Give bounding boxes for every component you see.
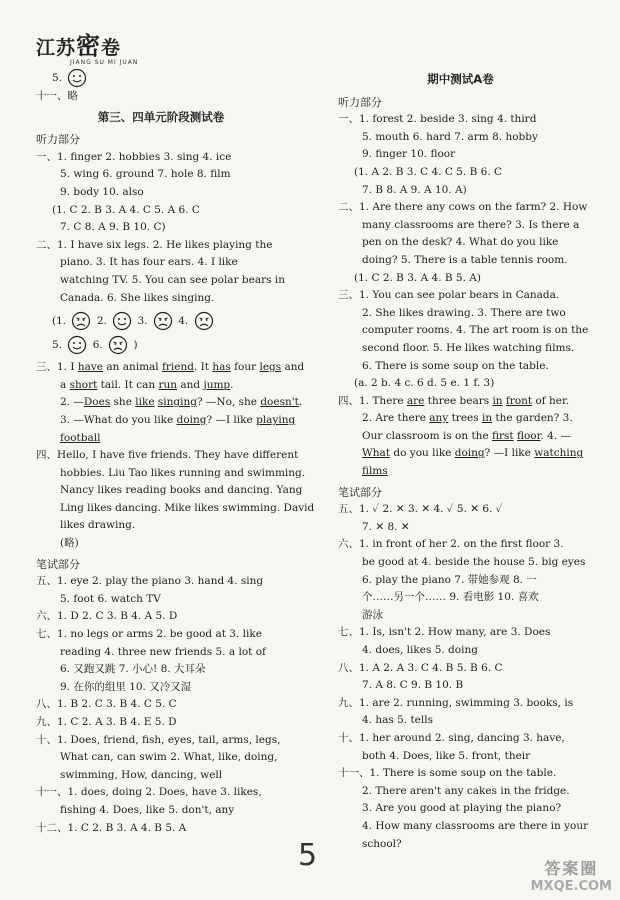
- written-heading: 笔试部分: [36, 557, 80, 571]
- answer-line: 一、1. finger 2. hobbies 3. sing 4. ice: [36, 150, 232, 163]
- answer-line: fishing 4. Does, like 5. don't, any: [60, 803, 235, 816]
- answer-line: pen on the desk? 4. What do you like: [362, 236, 559, 249]
- answer-line: 七、1. no legs or arms 2. be good at 3. like: [36, 628, 262, 641]
- listening-heading: 听力部分: [338, 95, 382, 109]
- answer-line: 2. —Does she like singing? —No, she doesn't.: [60, 396, 303, 409]
- answer-line: 9. 在你的组里 10. 又冷又湿: [60, 680, 192, 693]
- answer-line: many classrooms are there? 3. Is there a: [362, 218, 580, 231]
- happy-face-icon: [67, 335, 87, 355]
- answer-line: (1. A 2. B 3. C 4. C 5. B 6. C: [354, 165, 503, 178]
- answer-line: (略): [60, 537, 79, 550]
- left-column: [36, 68, 315, 837]
- section-title-midterm-a: 期中测试A卷: [427, 72, 494, 86]
- answer-line: 十二、1. C 2. B 3. A 4. B 5. A: [36, 821, 187, 834]
- answer-line: 5. mouth 6. hard 7. arm 8. hobby: [362, 130, 538, 143]
- answer-line: (a. 2 b. 4 c. 6 d. 5 e. 1 f. 3): [354, 377, 495, 390]
- answer-line: 9. body 10. also: [60, 185, 144, 198]
- sad-face-icon: [153, 311, 173, 331]
- answer-line: 九、1. are 2. running, swimming 3. books, is: [338, 696, 574, 709]
- happy-face-icon: [112, 311, 132, 331]
- answer-line: school?: [362, 837, 402, 850]
- sad-face-icon: [194, 311, 214, 331]
- answer-line: 二、1. I have six legs. 2. He likes playing the: [36, 238, 273, 251]
- answer-line: 五、1. ✓ 2. ✕ 3. ✕ 4. ✓ 5. ✕ 6. ✓: [338, 503, 503, 516]
- answer-line: films: [362, 465, 388, 478]
- answer-line: computer rooms. 4. The art room is on the: [362, 324, 589, 337]
- answer-line: 八、1. A 2. A 3. C 4. B 5. B 6. C: [338, 661, 503, 674]
- sad-face-icon: [71, 311, 91, 331]
- written-heading: 笔试部分: [338, 485, 382, 499]
- answer-line: What do you like doing? —I like watching: [362, 447, 584, 460]
- item-11: 十一、略: [36, 90, 78, 102]
- answer-line: 7. A 8. C 9. B 10. B: [362, 679, 464, 692]
- answer-line: 4. does, likes 5. doing: [362, 644, 478, 656]
- answer-line: 6. play the piano 7. 带她参观 8. 一: [362, 573, 537, 586]
- answer-line: Canada. 6. She likes singing.: [60, 291, 215, 304]
- watermark-line1: 答案圈: [544, 859, 599, 878]
- brand-logo: [36, 26, 138, 66]
- answer-line: 3. —What do you like doing? —I like playing: [60, 413, 296, 426]
- section-title-unit34: 第三、四单元阶段测试卷: [97, 109, 225, 124]
- answer-line: 2. She likes drawing. 3. There are two: [362, 306, 566, 319]
- answer-line: football: [60, 431, 101, 444]
- answer-line: 9. finger 10. floor: [362, 148, 456, 161]
- answer-line: 四、1. There are three bears in front of her.: [338, 394, 570, 407]
- answer-line: (1. C 2. B 3. A 4. B 5. A): [354, 271, 481, 284]
- answer-line: Nancy likes reading books and dancing. Yang: [60, 484, 303, 497]
- answer-line: 3. Are you good at playing the piano?: [362, 802, 562, 815]
- answer-line: 三、1. You can see polar bears in Canada.: [338, 289, 560, 302]
- answer-line: 十一、1. does, doing 2. Does, have 3. likes,: [36, 786, 262, 799]
- answer-line: reading 4. three new friends 5. a lot of: [60, 645, 266, 658]
- face-label: ): [133, 339, 138, 352]
- happy-face-icon: [67, 68, 87, 88]
- answer-line: both 4. Does, like 5. front, their: [362, 749, 531, 762]
- answer-line: hobbies. Liu Tao likes running and swimming.: [60, 466, 306, 479]
- answer-line: 七、1. Is, isn't 2. How many, are 3. Does: [338, 626, 551, 639]
- answer-line: 五、1. eye 2. play the piano 3. hand 4. sing: [36, 575, 264, 588]
- answer-line: 6. There is some soup on the table.: [362, 359, 549, 372]
- answer-line: Ling likes dancing. Mike likes swimming. David: [60, 501, 315, 514]
- answer-line: 个……另一个…… 9. 看电影 10. 喜欢: [362, 591, 539, 604]
- face-label: 3.: [137, 315, 148, 328]
- brand-title-c: 卷: [101, 37, 122, 59]
- answer-line: 二、1. Are there any cows on the farm? 2. How: [338, 201, 588, 214]
- answer-line: second floor. 5. He likes watching films.: [362, 341, 575, 354]
- answer-line: 四、Hello, I have five friends. They have different: [36, 449, 299, 462]
- answer-line: Our classroom is on the first floor. 4. —: [362, 429, 572, 442]
- item-5-face: [36, 68, 286, 88]
- answer-line: 5. wing 6. ground 7. hole 8. film: [60, 168, 231, 181]
- answer-line: (1. C 2. B 3. A 4. C 5. A 6. C: [52, 203, 200, 216]
- face-label: 4.: [178, 315, 189, 328]
- answer-line: 4. How many classrooms are there in your: [362, 819, 589, 832]
- face-label: 6.: [92, 339, 103, 352]
- answer-line: a short tail. It can run and jump.: [60, 378, 234, 391]
- brand-subtitle: JIANG SU MI JUAN: [70, 59, 139, 66]
- answer-line: 六、1. D 2. C 3. B 4. A 5. D: [36, 610, 178, 623]
- answer-line: 4. has 5. tells: [362, 714, 433, 727]
- answer-line: watching TV. 5. You can see polar bears in: [60, 273, 285, 286]
- answer-line: 2. Are there any trees in the garden? 3.: [362, 412, 573, 425]
- answer-line: swimming, How, dancing, well: [60, 768, 223, 781]
- answer-line: 5. foot 6. watch TV: [60, 592, 161, 605]
- face-label: 5.: [52, 339, 63, 352]
- answer-line: 九、1. C 2. A 3. B 4. E 5. D: [36, 716, 177, 728]
- brand-title-b: 密: [76, 32, 102, 60]
- answer-line: 7. ✕ 8. ✕: [362, 520, 410, 533]
- watermark: [531, 856, 612, 894]
- answer-line: What can, can swim 2. What, like, doing,: [60, 751, 278, 764]
- page-number: 5: [298, 838, 318, 873]
- answer-line: 三、1. I have an animal friend. It has four legs and: [36, 361, 305, 374]
- face-label: (1.: [52, 315, 67, 328]
- answer-line: 一、1. forest 2. beside 3. sing 4. third: [338, 113, 537, 126]
- face-label: 2.: [96, 315, 107, 328]
- answer-line: 十一、1. There is some soup on the table.: [338, 767, 557, 780]
- answer-line: be good at 4. beside the house 5. big eyes: [362, 556, 586, 569]
- answer-line: 7. C 8. A 9. B 10. C): [60, 221, 166, 234]
- listening-heading: 听力部分: [36, 133, 80, 147]
- answer-line: 八、1. B 2. C 3. B 4. C 5. C: [36, 698, 177, 711]
- faces-row-1: [36, 311, 286, 331]
- brand-title-a: 江苏: [36, 37, 77, 59]
- answer-line: likes drawing.: [60, 519, 136, 532]
- answer-line: 2. There aren't any cakes in the fridge.: [362, 784, 570, 797]
- sad-face-icon: [108, 335, 128, 355]
- answer-line: 十、1. Does, friend, fish, eyes, tail, arms, legs,: [36, 733, 281, 746]
- watermark-line2: MXQE.COM: [530, 879, 612, 894]
- brand-title: [36, 26, 138, 61]
- answer-line: piano. 3. It has four ears. 4. I like: [60, 256, 238, 269]
- right-column: [338, 68, 589, 853]
- answer-line: doing? 5. There is a table tennis room.: [362, 253, 568, 266]
- faces-row-2: [36, 335, 286, 355]
- answer-line: 7. B 8. A 9. A 10. A): [362, 183, 467, 196]
- item-label: 5.: [52, 72, 63, 84]
- answer-line: 十、1. her around 2. sing, dancing 3. have,: [338, 731, 565, 744]
- answer-line: 游泳: [362, 608, 383, 621]
- answer-line: 六、1. in front of her 2. on the first floor 3.: [338, 538, 564, 551]
- answer-line: 6. 又跑又跳 7. 小心! 8. 大耳朵: [60, 663, 206, 676]
